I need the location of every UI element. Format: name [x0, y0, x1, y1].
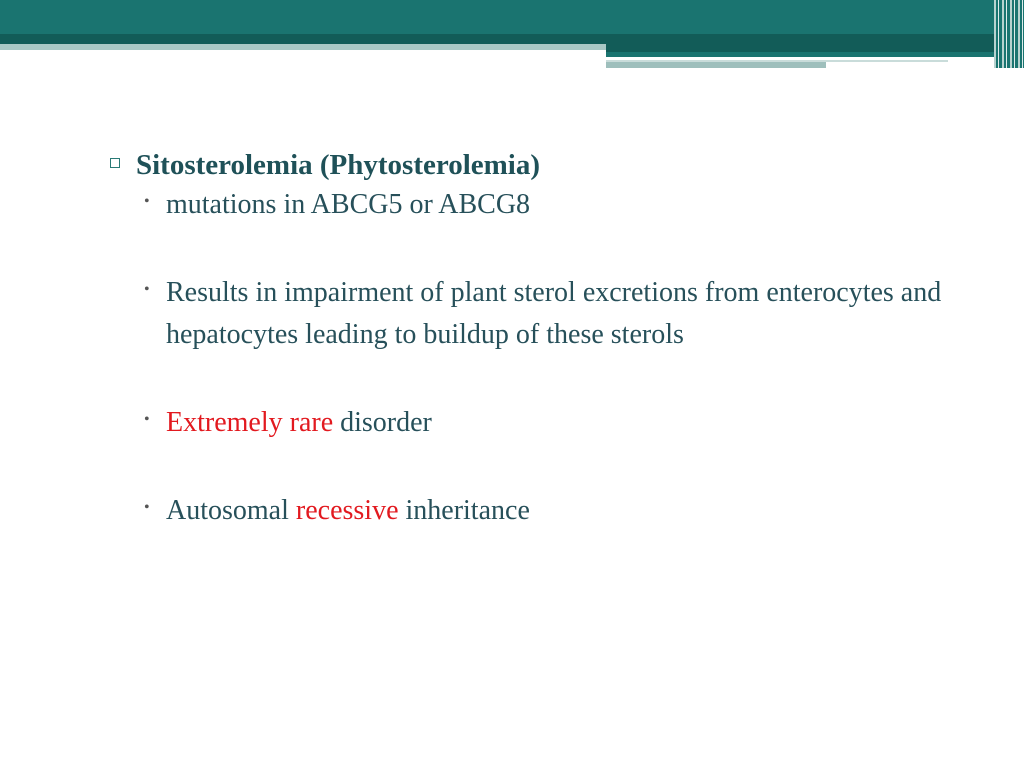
header-band: [0, 0, 1024, 34]
item-text: Autosomal: [166, 495, 296, 526]
heading-bullet: [106, 146, 966, 184]
item-text: disorder: [333, 407, 432, 438]
list-item: [106, 184, 966, 226]
square-bullet-icon: [110, 158, 120, 168]
list-item: [106, 272, 966, 356]
item-text: mutations in ABCG5 or ABCG8: [166, 189, 531, 220]
item-text: inheritance: [398, 495, 530, 526]
dot-bullet-icon: •: [144, 411, 150, 428]
dot-bullet-icon: •: [144, 499, 150, 516]
header-under-bar: [606, 62, 826, 68]
header-right-band: [606, 44, 1024, 52]
header-band-dark: [0, 34, 1024, 44]
list-item: [106, 402, 966, 444]
dot-bullet-icon: •: [144, 281, 150, 298]
header-stripes: [994, 0, 1024, 68]
dot-bullet-icon: •: [144, 193, 150, 210]
item-text: Results in impairment of plant sterol excretions from enterocytes and hepatocytes leading to buildup of these sterols: [166, 277, 942, 350]
list-item: [106, 490, 966, 532]
highlight-text: recessive: [295, 495, 399, 526]
highlight-text: Extremely rare: [166, 407, 334, 438]
slide-body: [106, 146, 966, 532]
heading-text: Sitosterolemia (Phytosterolemia): [136, 149, 541, 181]
header-band-light: [0, 44, 606, 50]
